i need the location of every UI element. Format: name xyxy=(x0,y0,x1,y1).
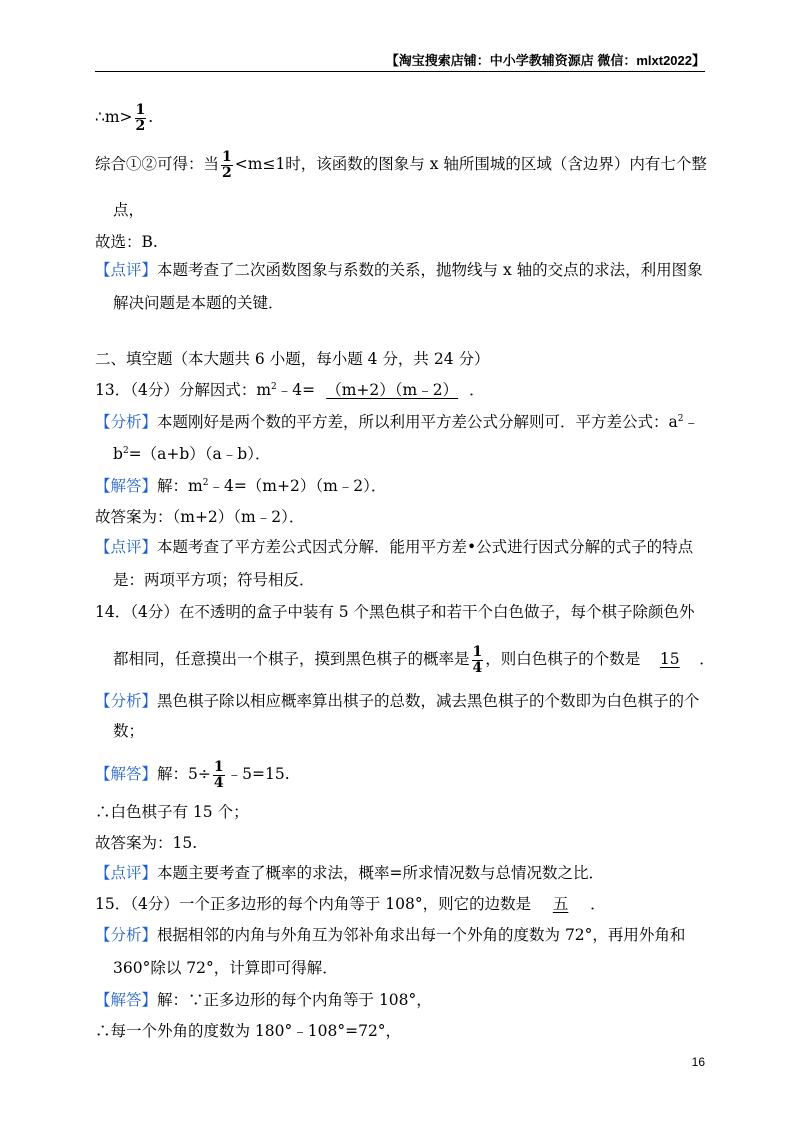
text-segment: 解：5÷ xyxy=(157,765,211,784)
superscript: 2 xyxy=(677,414,684,424)
text-segment: 本题考查了平方差公式因式分解．能用平方差•公式进行因式分解的式子的特点 xyxy=(157,538,694,556)
header-shop-info: 【淘宝搜索店铺：中小学教辅资源店 微信：mlxt2022】 xyxy=(385,53,705,68)
text-segment: 本题刚好是两个数的平方差，所以利用平方差公式分解则可．平方差公式：a xyxy=(157,413,678,431)
line-result: ∴白色棋子有 15 个； xyxy=(95,803,249,821)
line-result: ∴每一个外角的度数为 180°﹣108°=72°， xyxy=(95,1022,402,1040)
line-conclusion xyxy=(95,150,707,180)
superscript: 2 xyxy=(122,446,129,456)
question-14: 14．（4分）在不透明的盒子中装有 5 个黑色棋子和若干个白色做子，每个棋子除颜色外 xyxy=(95,603,695,621)
text-segment: 黑色棋子除以相应概率算出棋子的总数，减去黑色棋子的个数即为白色棋子的个 xyxy=(157,692,700,710)
line-solution xyxy=(95,479,386,495)
text-segment: 综合①②可得：当 xyxy=(95,155,220,174)
fraction xyxy=(221,150,233,180)
line-comment xyxy=(95,866,604,882)
text-segment: ﹣4= xyxy=(276,381,316,399)
text-segment: 都相同，任意摸出一个棋子，摸到黑色棋子的概率是 xyxy=(113,650,470,669)
fraction-denominator: 4 xyxy=(213,774,224,791)
line-continuation xyxy=(113,447,270,463)
fraction xyxy=(472,645,484,675)
text-segment: b xyxy=(113,445,123,463)
section-heading: 二、填空题（本大题共 6 小题，每小题 4 分，共 24 分） xyxy=(95,350,490,368)
line-continuation: 点， xyxy=(113,201,145,219)
line-comment xyxy=(95,540,693,556)
header-rule xyxy=(95,71,705,72)
answer-blank: 五 xyxy=(552,895,569,913)
fraction-numerator: 1 xyxy=(213,759,224,775)
fraction-numerator: 1 xyxy=(222,149,232,165)
text-segment: ﹣ xyxy=(683,413,700,431)
line-continuation: 解决问题是本题的关键． xyxy=(113,294,284,312)
line-analysis xyxy=(95,928,685,944)
text-segment: ，则白色棋子的个数是 xyxy=(485,650,641,669)
line-m-greater-than-half xyxy=(95,103,153,133)
superscript: 2 xyxy=(271,382,277,392)
question-13 xyxy=(95,383,485,399)
line-solution xyxy=(95,760,290,790)
text-segment: ． xyxy=(469,381,485,399)
fraction-numerator: 1 xyxy=(135,102,146,118)
fraction-denominator: 4 xyxy=(472,659,483,676)
line-analysis xyxy=(95,415,699,431)
superscript: 2 xyxy=(202,478,209,488)
line-answer: 故答案为：15. xyxy=(95,834,198,852)
answer-blank: 15 xyxy=(659,650,680,669)
text-segment: ． xyxy=(590,895,606,913)
text-segment: 解：m xyxy=(157,477,203,495)
line-continuation: 数； xyxy=(113,722,145,740)
text-segment: 15．（4分）一个正多边形的每个内角等于 108°，则它的边数是 xyxy=(95,895,532,913)
analysis-tag: 【分析】 xyxy=(95,692,158,710)
line-choice: 故选：B. xyxy=(95,233,158,251)
page-number: 16 xyxy=(691,1055,705,1069)
line-solution xyxy=(95,993,432,1009)
comment-tag: 【点评】 xyxy=(95,261,158,279)
text-segment: ﹣4=（m+2）（m﹣2）． xyxy=(208,477,387,495)
solution-tag: 【解答】 xyxy=(95,991,158,1009)
text-segment: . xyxy=(148,108,154,127)
text-segment: =（a+b）（a﹣b）． xyxy=(128,445,271,463)
line-continuation: 是：两项平方项；符号相反． xyxy=(113,571,315,589)
text-segment: 根据相邻的内角与外角互为邻补角求出每一个外角的度数为 72°，再用外角和 xyxy=(157,926,686,944)
line-continuation xyxy=(113,645,715,675)
text-segment: 13．（4分）分解因式：m xyxy=(95,381,272,399)
solution-tag: 【解答】 xyxy=(95,765,158,784)
text-segment: ． xyxy=(699,650,715,669)
line-analysis xyxy=(95,694,700,710)
question-15 xyxy=(95,897,606,913)
fraction-numerator: 1 xyxy=(472,644,483,660)
fraction xyxy=(135,103,147,133)
line-comment xyxy=(95,263,703,279)
analysis-tag: 【分析】 xyxy=(95,413,158,431)
text-segment: <m≤1时，该函数的图象与 x 轴所围城的区域（含边界）内有七个整 xyxy=(234,155,707,174)
fraction-denominator: 2 xyxy=(222,164,232,181)
text-segment: 本题主要考查了概率的求法，概率=所求情况数与总情况数之比． xyxy=(157,864,605,882)
fraction xyxy=(213,760,225,790)
comment-tag: 【点评】 xyxy=(95,864,158,882)
solution-tag: 【解答】 xyxy=(95,477,158,495)
text-segment: 本题考查了二次函数图象与系数的关系，抛物线与 x 轴的交点的求法，利用图象 xyxy=(157,261,703,279)
text-segment: ﹣5=15. xyxy=(226,765,290,784)
text-segment: ∴m> xyxy=(95,108,133,127)
fraction-denominator: 2 xyxy=(135,117,146,134)
text-segment: 解：∵正多边形的每个内角等于 108°， xyxy=(157,991,432,1009)
comment-tag: 【点评】 xyxy=(95,538,158,556)
analysis-tag: 【分析】 xyxy=(95,926,158,944)
line-answer: 故答案为：（m+2）（m﹣2）． xyxy=(95,508,305,526)
line-continuation: 360°除以 72°，计算即可得解． xyxy=(113,959,338,977)
answer-blank: （m+2）（m﹣2） xyxy=(326,381,459,399)
